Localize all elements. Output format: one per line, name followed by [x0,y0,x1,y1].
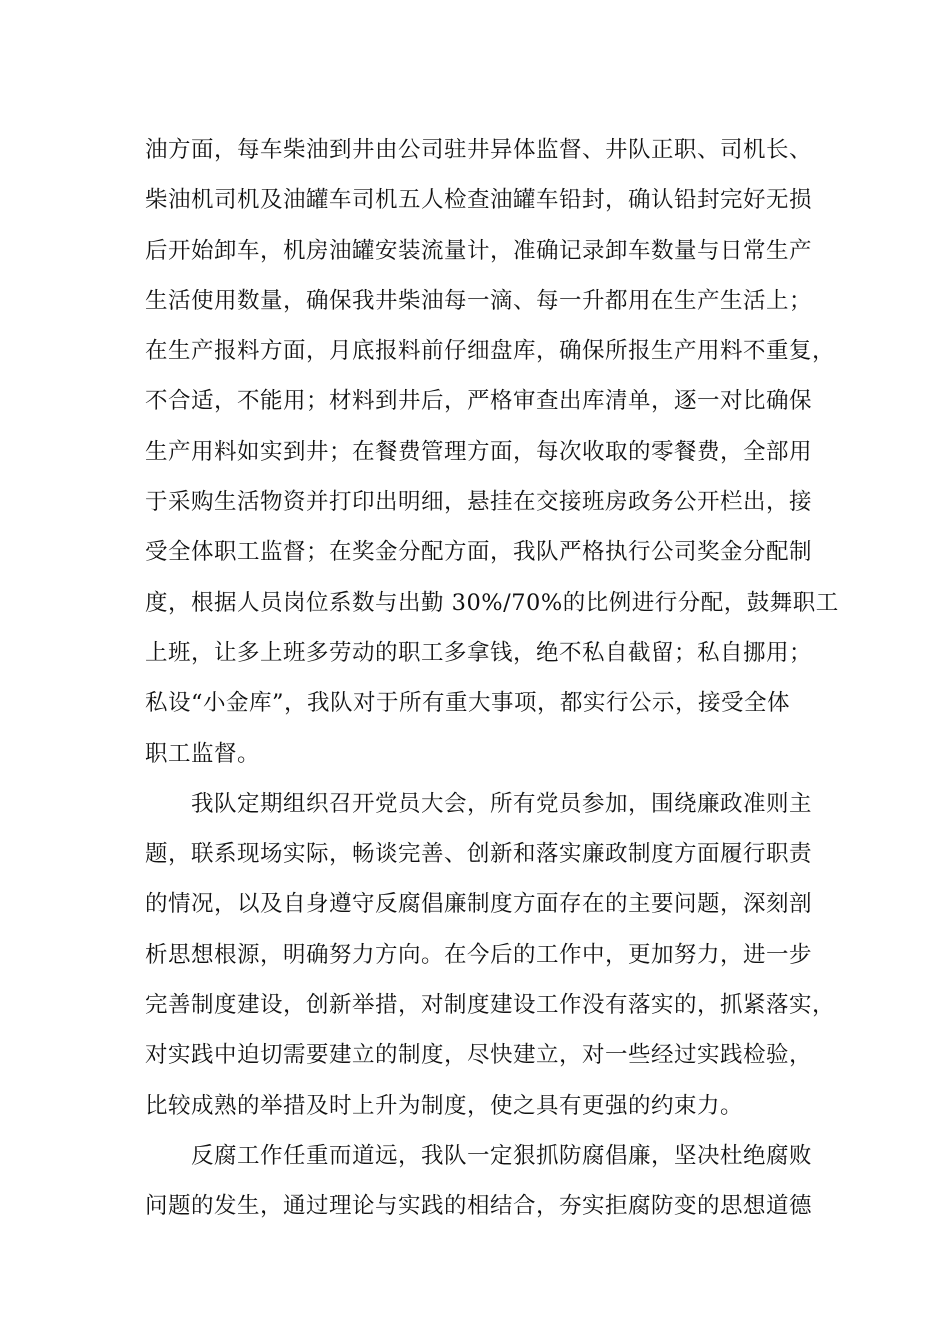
document-body [145,125,839,1232]
text-line: 油方面，每车柴油到井由公司驻井异体监督、井队正职、司机长、 [145,137,813,163]
text-line: 我队定期组织召开党员大会，所有党员参加，围绕廉政准则主 [145,790,813,817]
text-line: 不合适，不能用；材料到井后，严格审查出库清单，逐一对比确保 [145,388,813,415]
text-line: 柴油机司机及油罐车司机五人检查油罐车铅封，确认铅封完好无损 [145,187,813,214]
text-line: 生活使用数量，确保我井柴油每一滴、每一升都用在生产生活上； [145,287,813,314]
text-line: 后开始卸车，机房油罐安装流量计，准确记录卸车数量与日常生产 [145,237,813,264]
text-line: 对实践中迫切需要建立的制度，尽快建立，对一些经过实践检验， [145,1042,813,1069]
text-line: 问题的发生，通过理论与实践的相结合，夯实拒腐防变的思想道德 [145,1193,813,1220]
text-line: 反腐工作任重而道远，我队一定狠抓防腐倡廉，坚决杜绝腐败 [145,1142,813,1169]
text-line: 上班，让多上班多劳动的职工多拿钱，绝不私自截留；私自挪用； [145,639,813,666]
text-line: 析思想根源，明确努力方向。在今后的工作中，更加努力，进一步 [145,941,813,968]
text-line: 在生产报料方面，月底报料前仔细盘库，确保所报生产用料不重复， [145,338,836,365]
text-line: 题，联系现场实际，畅谈完善、创新和落实廉政制度方面履行职责 [145,841,813,868]
text-line: 职工监督。 [145,740,261,767]
text-line: 比较成熟的举措及时上升为制度，使之具有更强的约束力。 [145,1092,744,1119]
text-line: 私设“小金库”，我队对于所有重大事项，都实行公示，接受全体 [145,690,791,717]
text-line: 的情况，以及自身遵守反腐倡廉制度方面存在的主要问题，深刻剖 [145,891,813,918]
text-line: 度，根据人员岗位系数与出勤 30%/70%的比例进行分配，鼓舞职工 [145,589,839,616]
text-line: 于采购生活物资并打印出明细，悬挂在交接班房政务公开栏出，接 [145,489,813,516]
text-line: 生产用料如实到井；在餐费管理方面，每次收取的零餐费，全部用 [145,438,813,465]
text-line: 完善制度建设，创新举措，对制度建设工作没有落实的，抓紧落实， [145,992,836,1019]
text-line: 受全体职工监督；在奖金分配方面，我队严格执行公司奖金分配制 [145,539,813,566]
